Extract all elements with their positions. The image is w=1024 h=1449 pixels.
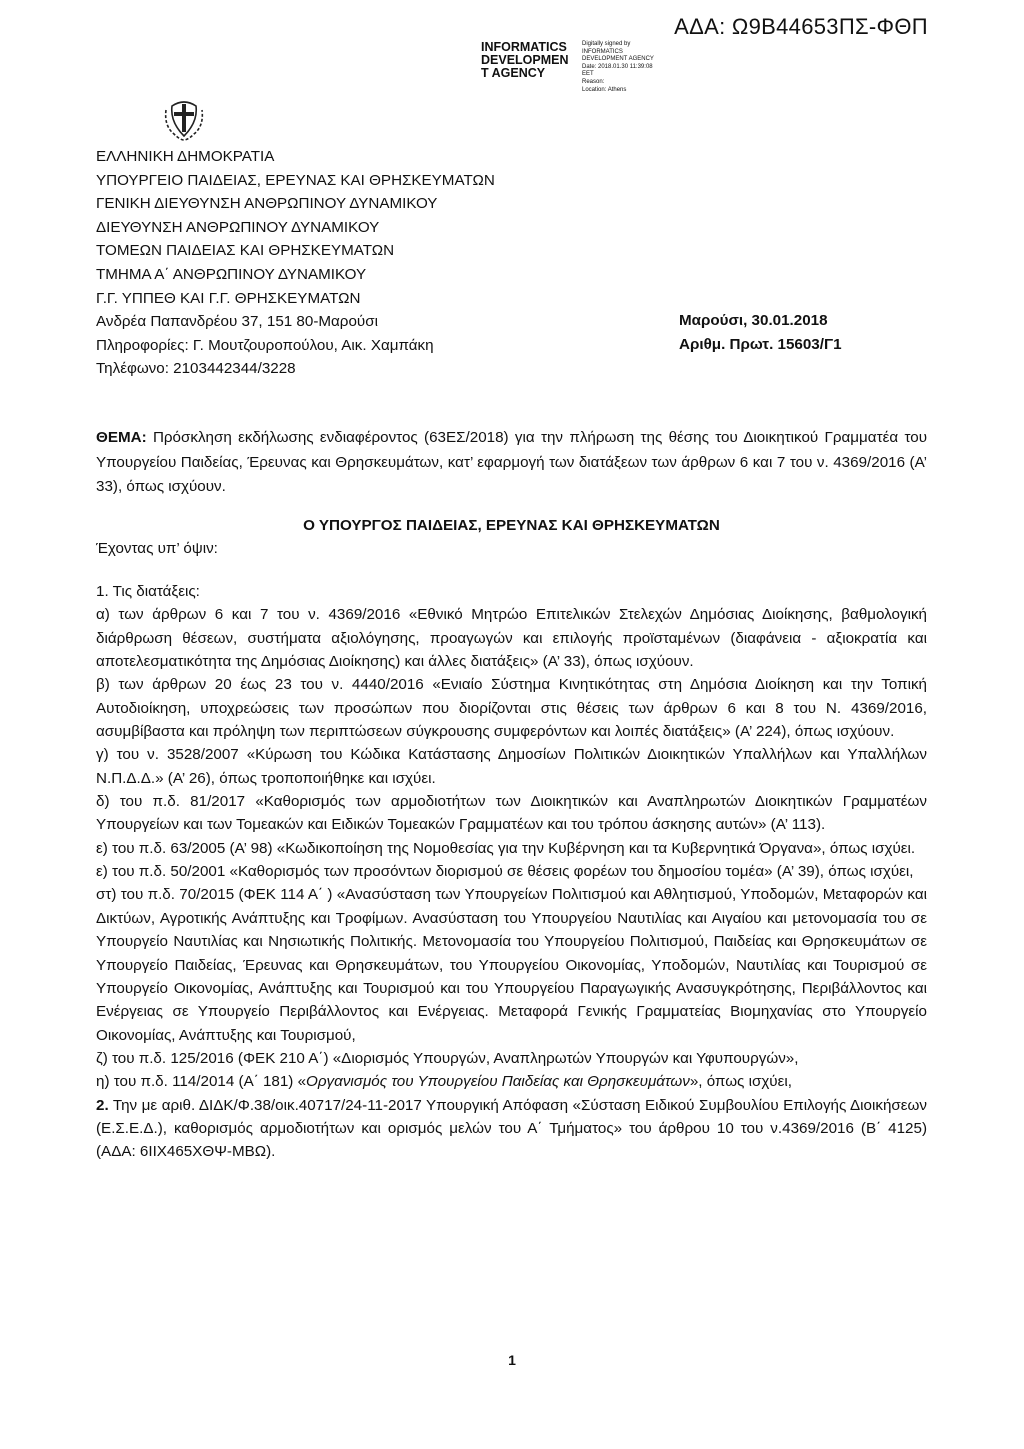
signature-meta-line: Digitally signed by xyxy=(582,41,631,47)
signature-meta-line: Location: Athens xyxy=(582,86,627,93)
digital-signature-details xyxy=(582,41,692,94)
considering-line: Έχοντας υπ’ όψιν: xyxy=(96,540,218,557)
list-item: ε) του π.δ. 50/2001 «Καθορισμός των προσόντων διορισμού σε θέσεις φορέων του δημοσίου τομέα» (Α’ 39), όπως ισχύει, xyxy=(96,863,914,881)
date-place: Μαρούσι, 30.01.2018 xyxy=(679,312,828,329)
subject-paragraph xyxy=(96,426,927,500)
header-line: ΔΙΕΥΘΥΝΣΗ ΑΝΘΡΩΠΙΝΟΥ ΔΥΝΑΜΙΚΟΥ xyxy=(96,218,380,236)
signature-meta-line: INFORMATICS xyxy=(582,48,623,55)
header-line: ΥΠΟΥΡΓΕΙΟ ΠΑΙΔΕΙΑΣ, ΕΡΕΥΝΑΣ ΚΑΙ ΘΡΗΣΚΕΥΜΑΤΩΝ xyxy=(96,171,495,189)
phone-line: Τηλέφωνο: 2103442344/3228 xyxy=(96,360,296,378)
greek-coat-of-arms-icon xyxy=(160,96,208,144)
subject-label: ΘΕΜΑ: xyxy=(96,429,147,446)
list-item xyxy=(96,1094,927,1164)
item-suffix: », όπως ισχύει, xyxy=(689,1073,792,1091)
list-item: ε) του π.δ. 63/2005 (Α’ 98) «Κωδικοποίηση της Νομοθεσίας για την Κυβέρνηση και τα Κυβερνητικά Όργανα», όπως ισχύει. xyxy=(96,839,916,857)
header-line: ΤΟΜΕΩΝ ΠΑΙΔΕΙΑΣ ΚΑΙ ΘΡΗΣΚΕΥΜΑΤΩΝ xyxy=(96,242,395,260)
signer-line: INFORMATICS xyxy=(481,40,567,54)
item-number: 2. xyxy=(96,1096,109,1114)
address-line: Ανδρέα Παπανδρέου 37, 151 80-Μαρούσι xyxy=(96,313,378,331)
ada-code: ΑΔΑ: Ω9Β44653ΠΣ-ΦΘΠ xyxy=(674,14,928,39)
header-line: ΓΕΝΙΚΗ ΔΙΕΥΘΥΝΣΗ ΑΝΘΡΩΠΙΝΟΥ ΔΥΝΑΜΙΚΟΥ xyxy=(96,195,438,213)
letterhead xyxy=(96,145,495,381)
list-item: 1. Τις διατάξεις: xyxy=(96,583,200,600)
item-italic-title: Οργανισμός του Υπουργείου Παιδείας και Θρησκευμάτων xyxy=(306,1073,690,1091)
minister-heading: Ο ΥΠΟΥΡΓΟΣ ΠΑΙΔΕΙΑΣ, ΕΡΕΥΝΑΣ ΚΑΙ ΘΡΗΣΚΕΥΜΑΤΩΝ xyxy=(303,517,720,534)
subject-text: Πρόσκληση εκδήλωσης ενδιαφέροντος (63ΕΣ/2018) για την πλήρωση της θέσης του Διοικητικού Γραμματέα του Υπουργείου Παιδείας, Έρευνας και Θρησκευμάτων, κατ’ εφαρμογή των διατάξεων των άρθρων 6 και 7 του ν. 4369/2016 (Α’ 33), όπως ισχύουν. xyxy=(96,429,927,495)
header-line: ΤΜΗΜΑ Α΄ ΑΝΘΡΩΠΙΝΟΥ ΔΥΝΑΜΙΚΟΥ xyxy=(96,265,367,283)
header-line: ΕΛΛΗΝΙΚΗ ΔΗΜΟΚΡΑΤΙΑ xyxy=(96,148,275,165)
list-item xyxy=(96,1070,927,1093)
signer-line: DEVELOPMEN xyxy=(481,53,569,67)
document-body xyxy=(96,580,927,1164)
item-text: Την με αριθ. ΔΙΔΚ/Φ.38/οικ.40717/24-11-2017 Υπουργική Απόφαση «Σύσταση Ειδικού Συμβουλίου Επιλογής Διοικήσεων (Ε.Σ.Ε.Δ.), καθορισμός αρμοδιοτήτων και ορισμός μελών του Α΄ Τμήματος» του άρθρου 10 του ν.4369/2016 (Β΄ 4125) (ΑΔΑ: 6ΙΙΧ465ΧΘΨ-ΜΒΩ). xyxy=(96,1096,927,1161)
list-item: δ) του π.δ. 81/2017 «Καθορισμός των αρμοδιοτήτων των Διοικητικών και Αναπληρωτών Διοικητικών Γραμματέων Υπουργείων και των Τομεακών και Ειδικών Τομεακών Γραμματέων και του τρόπου άσκησης αυτών» (Α’ 113). xyxy=(96,793,927,834)
list-item: γ) του ν. 3528/2007 «Κύρωση του Κώδικα Κατάστασης Δημοσίων Πολιτικών Διοικητικών Υπαλλήλων και Υπαλλήλων Ν.Π.Δ.Δ.» (Α’ 26), όπως τροποποιήθηκε και ισχύει. xyxy=(96,746,927,787)
date-protocol-block xyxy=(679,309,842,356)
list-item: β) των άρθρων 20 έως 23 του ν. 4440/2016 «Ενιαίο Σύστημα Κινητικότητας στη Δημόσια Διοίκηση και την Τοπική Αυτοδιοίκηση, υποχρεώσεις των προσώπων που διορίζονται στις θέσεις των άρθρων 6 και 8 του Ν. 4369/2016, ασυμβίβαστα και πρόληψη των περιπτώσεων σύγκρουσης συμφερόντων και λοιπές διατάξεις» (Α’ 224), όπως ισχύουν. xyxy=(96,676,927,741)
digital-signature-signer xyxy=(481,41,577,80)
contact-line: Πληροφορίες: Γ. Μουτζουροπούλου, Αικ. Χαμπάκη xyxy=(96,336,434,354)
header-line: Γ.Γ. ΥΠΠΕΘ ΚΑΙ Γ.Γ. ΘΡΗΣΚΕΥΜΑΤΩΝ xyxy=(96,289,361,307)
list-item: ζ) του π.δ. 125/2016 (ΦΕΚ 210 Α΄) «Διορισμός Υπουργών, Αναπληρωτών Υπουργών και Υφυπουργών», xyxy=(96,1049,799,1067)
item-prefix: η) του π.δ. 114/2014 (Α΄ 181) « xyxy=(96,1073,307,1091)
signature-meta-line: EET xyxy=(582,71,594,78)
signer-line: T AGENCY xyxy=(481,66,546,80)
signature-meta-line: DEVELOPMENT AGENCY xyxy=(582,56,654,63)
protocol-number: Αριθμ. Πρωτ. 15603/Γ1 xyxy=(679,335,842,353)
page-number: 1 xyxy=(508,1352,516,1368)
signature-meta-line: Date: 2018.01.30 11:39:08 xyxy=(582,63,653,70)
list-item: στ) του π.δ. 70/2015 (ΦΕΚ 114 Α΄ ) «Ανασύσταση των Υπουργείων Πολιτισμού και Αθλητισμού, Υποδομών, Μεταφορών και Δικτύων, Αγροτικής Ανάπτυξης και Τροφίμων. Ανασύσταση του Υπουργείου Ναυτιλίας και Αιγαίου και μετονομασία του σε Υπουργείο Ναυτιλίας και Νησιωτικής Πολιτικής. Μετονομασία του Υπουργείου Πολιτισμού, Παιδείας και Θρησκευμάτων σε Υπουργείο Παιδείας, Έρευνας και Θρησκευμάτων, του Υπουργείου Οικονομίας, Υποδομών, Ναυτιλίας και Τουρισμού σε Υπουργείο Οικονομίας, Ανάπτυξης και Τουρισμού και του Υπουργείου Παραγωγικής Ανασυγκρότησης, Περιβάλλοντος και Ενέργειας σε Υπουργείο Περιβάλλοντος και Ενέργειας. Μεταφορά Γενικής Γραμματείας Βιομηχανίας στο Υπουργείο Οικονομίας, Ανάπτυξης και Τουρισμού, xyxy=(96,886,927,1044)
signature-meta-line: Reason: xyxy=(582,78,605,85)
list-item: α) των άρθρων 6 και 7 του ν. 4369/2016 «Εθνικό Μητρώο Επιτελικών Στελεχών Δημόσιας Διοίκησης, βαθμολογική διάρθρωση θέσεων, συστήματα αξιολόγησης, προαγωγών και επιλογής προϊσταμένων (διαφάνεια - αξιοκρατία και αποτελεσματικότητα της Δημόσιας Διοίκησης) και άλλες διατάξεις» (Α’ 33), όπως ισχύουν. xyxy=(96,606,927,671)
